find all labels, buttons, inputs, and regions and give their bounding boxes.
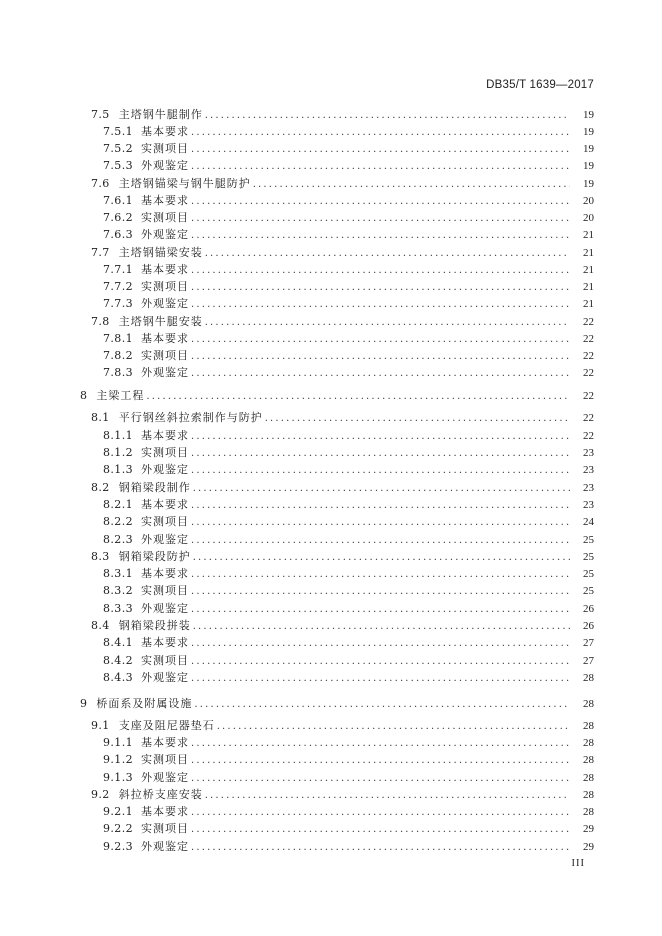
toc-entry[interactable] (0, 496, 662, 513)
toc-entry[interactable] (0, 106, 662, 123)
toc-entry-page: 19 (583, 143, 594, 155)
toc-entry[interactable] (0, 734, 662, 751)
toc-entry[interactable] (0, 192, 662, 209)
toc-dot-leader (191, 348, 570, 365)
toc-dot-leader (191, 532, 570, 549)
toc-entry-page: 23 (583, 447, 594, 459)
toc-entry-number: 7.7.2 (103, 280, 133, 293)
toc-dot-leader (191, 514, 570, 531)
toc-entry-page: 23 (583, 482, 594, 494)
toc-entry[interactable] (0, 387, 662, 404)
toc-entry[interactable] (0, 513, 662, 530)
toc-dot-leader (191, 158, 570, 175)
toc-entry-title: 基本要求 (141, 332, 189, 345)
toc-entry-number: 7.6.1 (103, 194, 133, 207)
toc-entry-page: 21 (583, 229, 594, 241)
toc-entry[interactable] (0, 409, 662, 426)
toc-entry-title: 外观鉴定 (141, 771, 189, 784)
toc-entry[interactable] (0, 652, 662, 669)
toc-entry-page: 29 (583, 823, 594, 835)
toc-entry-number: 9 (80, 697, 88, 710)
toc-entry[interactable] (0, 427, 662, 444)
toc-entry[interactable] (0, 751, 662, 768)
toc-dot-leader (191, 601, 570, 618)
toc-entry-title: 实测项目 (141, 211, 189, 224)
toc-entry-number: 7.8.1 (103, 332, 133, 345)
toc-entry-page: 22 (583, 333, 594, 345)
toc-entry-page: 27 (583, 637, 594, 649)
toc-entry-number: 8.4.3 (103, 671, 133, 684)
toc-entry-title: 斜拉桥支座安装 (118, 788, 203, 801)
toc-entry-page: 25 (583, 568, 594, 580)
toc-entry-page: 19 (583, 160, 594, 172)
toc-entry[interactable] (0, 617, 662, 634)
toc-entry-page: 19 (583, 109, 594, 121)
toc-entry-title: 基本要求 (141, 263, 189, 276)
toc-entry-number: 7.8 (91, 315, 110, 328)
toc-dot-leader (193, 618, 570, 635)
toc-entry[interactable] (0, 364, 662, 381)
toc-entry[interactable] (0, 695, 662, 712)
toc-entry-page: 28 (583, 672, 594, 684)
toc-entry[interactable] (0, 278, 662, 295)
toc-entry-page: 25 (583, 585, 594, 597)
toc-entry-title: 桥面系及附属设施 (96, 697, 193, 710)
toc-dot-leader (191, 141, 570, 158)
toc-entry[interactable] (0, 582, 662, 599)
toc-entry-number: 8.2 (91, 481, 110, 494)
toc-entry[interactable] (0, 123, 662, 140)
toc-entry-page: 19 (583, 178, 594, 190)
toc-entry-number: 7.5.2 (103, 142, 133, 155)
toc-entry-number: 8.1 (91, 411, 110, 424)
toc-entry-title: 外观鉴定 (141, 159, 189, 172)
toc-entry-page: 23 (583, 499, 594, 511)
toc-entry-page: 20 (583, 212, 594, 224)
toc-entry-title: 基本要求 (141, 636, 189, 649)
toc-entry-title: 支座及阻尼器垫石 (118, 719, 215, 732)
toc-entry-number: 9.1.2 (103, 753, 133, 766)
toc-entry-number: 7.5.1 (103, 125, 133, 138)
toc-entry-title: 基本要求 (141, 567, 189, 580)
toc-entry[interactable] (0, 261, 662, 278)
toc-dot-leader (191, 583, 570, 600)
toc-dot-leader (191, 124, 570, 141)
toc-entry-title: 主塔钢锚梁安装 (118, 246, 203, 259)
toc-entry-page: 26 (583, 603, 594, 615)
toc-entry-title: 实测项目 (141, 654, 189, 667)
toc-entry-number: 8.4 (91, 619, 110, 632)
toc-entry-title: 基本要求 (141, 429, 189, 442)
toc-entry[interactable] (0, 295, 662, 312)
toc-dot-leader (191, 497, 570, 514)
toc-entry-number: 9.2.1 (103, 805, 133, 818)
toc-dot-leader (191, 821, 570, 838)
toc-entry-title: 外观鉴定 (141, 228, 189, 241)
toc-entry-title: 实测项目 (141, 584, 189, 597)
toc-entry[interactable] (0, 347, 662, 364)
toc-dot-leader (191, 566, 570, 583)
toc-entry-page: 29 (583, 841, 594, 853)
toc-dot-leader (191, 428, 570, 445)
toc-entry-title: 实测项目 (141, 753, 189, 766)
toc-entry-page: 22 (583, 430, 594, 442)
toc-dot-leader (191, 331, 570, 348)
toc-dot-leader (253, 176, 570, 193)
toc-entry-number: 8.1.1 (103, 429, 133, 442)
toc-entry-number: 8.4.2 (103, 654, 133, 667)
toc-dot-leader (265, 410, 570, 427)
toc-entry-title: 实测项目 (141, 280, 189, 293)
toc-entry-title: 外观鉴定 (141, 840, 189, 853)
toc-dot-leader (191, 279, 570, 296)
toc-entry[interactable] (0, 157, 662, 174)
toc-entry[interactable] (0, 548, 662, 565)
toc-dot-leader (191, 262, 570, 279)
toc-entry[interactable] (0, 565, 662, 582)
toc-entry-title: 平行钢丝斜拉索制作与防护 (118, 411, 263, 424)
toc-entry-page: 28 (583, 720, 594, 732)
toc-entry-page: 21 (583, 264, 594, 276)
toc-entry-number: 8.2.2 (103, 515, 133, 528)
toc-entry[interactable] (0, 600, 662, 617)
toc-entry-number: 9.2.3 (103, 840, 133, 853)
toc-entry-title: 基本要求 (141, 125, 189, 138)
toc-entry-title: 基本要求 (141, 805, 189, 818)
toc-entry-number: 8.3.2 (103, 584, 133, 597)
toc-dot-leader (191, 670, 570, 687)
toc-entry-number: 8 (80, 389, 88, 402)
toc-dot-leader (191, 210, 570, 227)
toc-dot-leader (205, 787, 570, 804)
toc-entry-title: 钢箱梁段防护 (118, 550, 191, 563)
toc-entry-number: 8.4.1 (103, 636, 133, 649)
toc-entry[interactable] (0, 634, 662, 651)
toc-dot-leader (191, 770, 570, 787)
toc-entry-number: 8.2.1 (103, 498, 133, 511)
toc-entry-title: 钢箱梁段拼装 (118, 619, 191, 632)
toc-entry-title: 外观鉴定 (141, 671, 189, 684)
toc-entry[interactable] (0, 838, 662, 855)
toc-entry[interactable] (0, 531, 662, 548)
toc-entry[interactable] (0, 209, 662, 226)
toc-entry[interactable] (0, 244, 662, 261)
toc-entry-title: 外观鉴定 (141, 533, 189, 546)
toc-dot-leader (191, 635, 570, 652)
toc-entry[interactable] (0, 479, 662, 496)
toc-entry-title: 钢箱梁段制作 (118, 481, 191, 494)
toc-entry-title: 外观鉴定 (141, 297, 189, 310)
toc-entry-number: 7.8.2 (103, 349, 133, 362)
toc-entry[interactable] (0, 461, 662, 478)
toc-dot-leader (191, 462, 570, 479)
toc-entry-title: 外观鉴定 (141, 463, 189, 476)
toc-entry-title: 实测项目 (141, 349, 189, 362)
toc-entry-title: 实测项目 (141, 822, 189, 835)
toc-entry-number: 9.2 (91, 788, 110, 801)
toc-entry-title: 实测项目 (141, 446, 189, 459)
toc-entry-title: 主塔钢牛腿安装 (118, 315, 203, 328)
toc-dot-leader (191, 804, 570, 821)
toc-entry-title: 主塔钢牛腿制作 (118, 108, 203, 121)
toc-entry-page: 22 (583, 316, 594, 328)
toc-entry-title: 外观鉴定 (141, 602, 189, 615)
toc-entry-title: 基本要求 (141, 498, 189, 511)
toc-entry-page: 28 (583, 806, 594, 818)
toc-entry-page: 28 (583, 789, 594, 801)
toc-entry-title: 基本要求 (141, 736, 189, 749)
toc-entry-page: 22 (583, 390, 594, 402)
toc-entry-page: 23 (583, 464, 594, 476)
toc-entry-title: 外观鉴定 (141, 366, 189, 379)
toc-entry[interactable] (0, 717, 662, 734)
toc-dot-leader (205, 245, 570, 262)
toc-dot-leader (193, 549, 570, 566)
toc-entry[interactable] (0, 820, 662, 837)
toc-entry[interactable] (0, 803, 662, 820)
toc-entry-number: 7.6.2 (103, 211, 133, 224)
toc-entry-page: 28 (583, 737, 594, 749)
toc-entry-number: 9.1 (91, 719, 110, 732)
toc-entry-page: 22 (583, 367, 594, 379)
toc-entry-page: 22 (583, 350, 594, 362)
toc-entry-page: 25 (583, 551, 594, 563)
toc-entry-number: 8.1.2 (103, 446, 133, 459)
toc-entry-page: 22 (583, 412, 594, 424)
toc-entry-page: 20 (583, 195, 594, 207)
toc-entry-page: 19 (583, 126, 594, 138)
page-number: III (571, 858, 585, 869)
toc-entry-number: 7.6.3 (103, 228, 133, 241)
toc-dot-leader (193, 480, 570, 497)
toc-dot-leader (191, 193, 570, 210)
toc-entry-number: 7.5 (91, 108, 110, 121)
toc-entry-page: 26 (583, 620, 594, 632)
toc-entry-title: 主梁工程 (96, 389, 145, 402)
toc-entry-number: 8.3.3 (103, 602, 133, 615)
toc-dot-leader (194, 696, 570, 713)
toc-entry[interactable] (0, 330, 662, 347)
toc-entry-number: 9.2.2 (103, 822, 133, 835)
toc-dot-leader (191, 365, 570, 382)
toc-entry-page: 25 (583, 534, 594, 546)
toc-entry-number: 8.2.3 (103, 533, 133, 546)
toc-entry[interactable] (0, 669, 662, 686)
toc-entry[interactable] (0, 769, 662, 786)
toc-entry-number: 8.1.3 (103, 463, 133, 476)
toc-dot-leader (191, 296, 570, 313)
toc-entry-number: 7.5.3 (103, 159, 133, 172)
toc-entry-page: 28 (583, 754, 594, 766)
toc-dot-leader (191, 752, 570, 769)
toc-dot-leader (205, 107, 570, 124)
toc-entry[interactable] (0, 313, 662, 330)
toc-entry-number: 8.3 (91, 550, 110, 563)
toc-dot-leader (146, 388, 570, 405)
toc-entry-page: 21 (583, 247, 594, 259)
toc-entry-title: 主塔钢锚梁与钢牛腿防护 (118, 177, 251, 190)
toc-entry-page: 21 (583, 281, 594, 293)
toc-dot-leader (217, 718, 570, 735)
toc-entry-page: 28 (583, 698, 594, 710)
toc-entry[interactable] (0, 444, 662, 461)
toc-dot-leader (191, 227, 570, 244)
toc-entry-number: 7.6 (91, 177, 110, 190)
toc-entry[interactable] (0, 140, 662, 157)
toc-entry[interactable] (0, 175, 662, 192)
toc-entry-number: 7.7.3 (103, 297, 133, 310)
toc-entry-number: 7.7 (91, 246, 110, 259)
toc-dot-leader (191, 839, 570, 856)
toc-entry-page: 24 (583, 516, 594, 528)
toc-dot-leader (191, 653, 570, 670)
toc-entry-number: 7.7.1 (103, 263, 133, 276)
toc-entry-page: 28 (583, 772, 594, 784)
toc-dot-leader (205, 314, 570, 331)
document-code: DB35/T 1639—2017 (486, 79, 594, 91)
toc-entry-page: 27 (583, 655, 594, 667)
toc-entry-page: 21 (583, 298, 594, 310)
toc-dot-leader (191, 445, 570, 462)
toc-dot-leader (191, 735, 570, 752)
toc-entry-title: 基本要求 (141, 194, 189, 207)
toc-entry-number: 9.1.1 (103, 736, 133, 749)
toc-entry-title: 实测项目 (141, 142, 189, 155)
toc-entry-title: 实测项目 (141, 515, 189, 528)
toc-entry[interactable] (0, 786, 662, 803)
toc-entry-number: 7.8.3 (103, 366, 133, 379)
toc-entry[interactable] (0, 226, 662, 243)
toc-entry-number: 9.1.3 (103, 771, 133, 784)
toc-entry-number: 8.3.1 (103, 567, 133, 580)
